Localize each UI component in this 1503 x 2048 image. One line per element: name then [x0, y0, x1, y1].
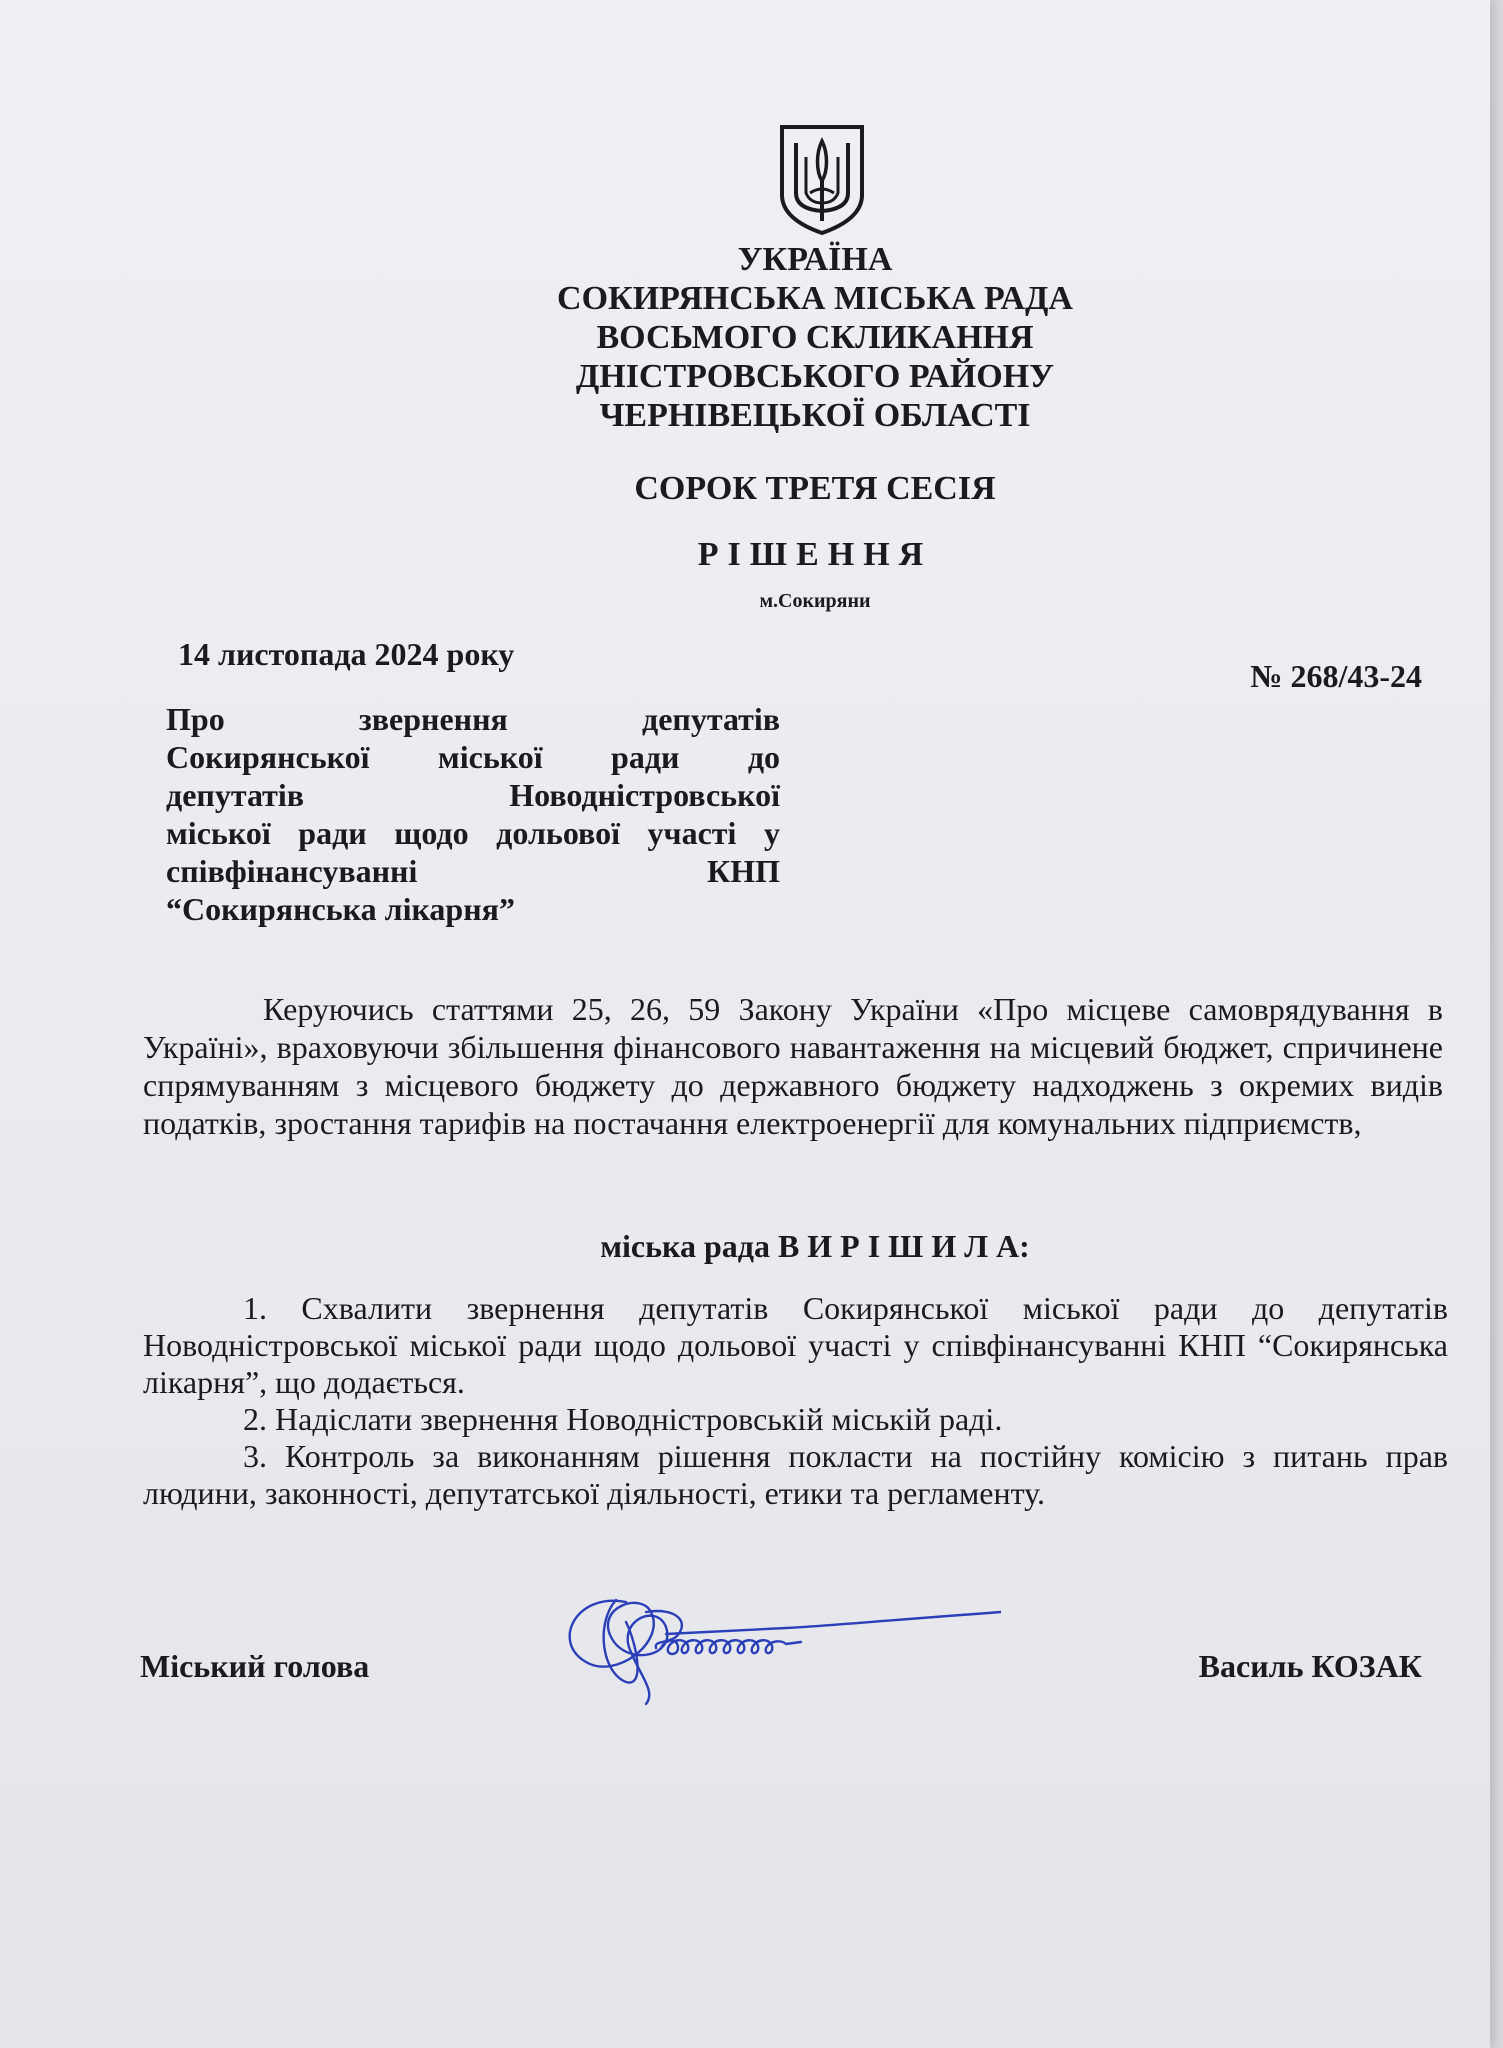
decision-number: № 268/43-24: [1250, 658, 1422, 694]
decision-subject: [166, 700, 780, 928]
signer-name: Василь КОЗАК: [1198, 1648, 1422, 1684]
subject-line: Про звернення депутатів: [166, 701, 780, 737]
session-title: СОРОК ТРЕТЯ СЕСІЯ: [634, 470, 996, 507]
header-region: ЧЕРНІВЕЦЬКОЇ ОБЛАСТІ: [599, 397, 1031, 434]
header-district: ДНІСТРОВСЬКОГО РАЙОНУ: [575, 358, 1055, 395]
subject-line: співфінансуванні КНП: [166, 853, 780, 889]
signer-position: Міський голова: [140, 1648, 370, 1684]
header-convocation: ВОСЬМОГО СКЛИКАННЯ: [596, 319, 1034, 356]
trident-icon: [776, 123, 868, 235]
subject-line: “Сокирянська лікарня”: [166, 891, 515, 927]
decision-item: 2. Надіслати звернення Новодністровській міській раді.: [243, 1401, 1003, 1437]
decision-items: [143, 1290, 1448, 1512]
city-label: м.Сокиряни: [759, 590, 871, 612]
subject-line: депутатів Новодністровської: [166, 777, 780, 813]
decision-date: 14 листопада 2024 року: [178, 636, 515, 672]
preamble-paragraph: Керуючись статтями 25, 26, 59 Закону України «Про місцеве самоврядування в Україні», враховуючи збільшення фінансового навантаження на місцевий бюджет, спричинене спрямуванням з місцевого бюджету до державного бюджету надходжень з окремих видів податків, зростання тарифів на постачання електроенергії для комунальних підприємств,: [143, 991, 1443, 1141]
header-council: СОКИРЯНСЬКА МІСЬКА РАДА: [557, 280, 1073, 317]
header-country: УКРАЇНА: [737, 241, 893, 278]
subject-line: міської ради щодо дольової участі у: [166, 815, 780, 851]
resolve-heading: міська рада В И Р І Ш И Л А:: [600, 1228, 1030, 1264]
document-header: [300, 240, 1330, 435]
decision-item: 1. Схвалити звернення депутатів Сокирянської міської ради до депутатів Новодністровської міської ради щодо дольової участі у співфінансуванні КНП “Сокирянська лікарня”, що додається.: [143, 1290, 1448, 1400]
handwritten-signature: [556, 1582, 1001, 1707]
decision-item: 3. Контроль за виконанням рішення покласти на постійну комісію з питань прав людини, законності, депутатської діяльності, етики та регламенту.: [143, 1438, 1448, 1511]
subject-line: Сокирянської міської ради до: [166, 739, 780, 775]
decision-title: РІШЕННЯ: [697, 536, 933, 573]
